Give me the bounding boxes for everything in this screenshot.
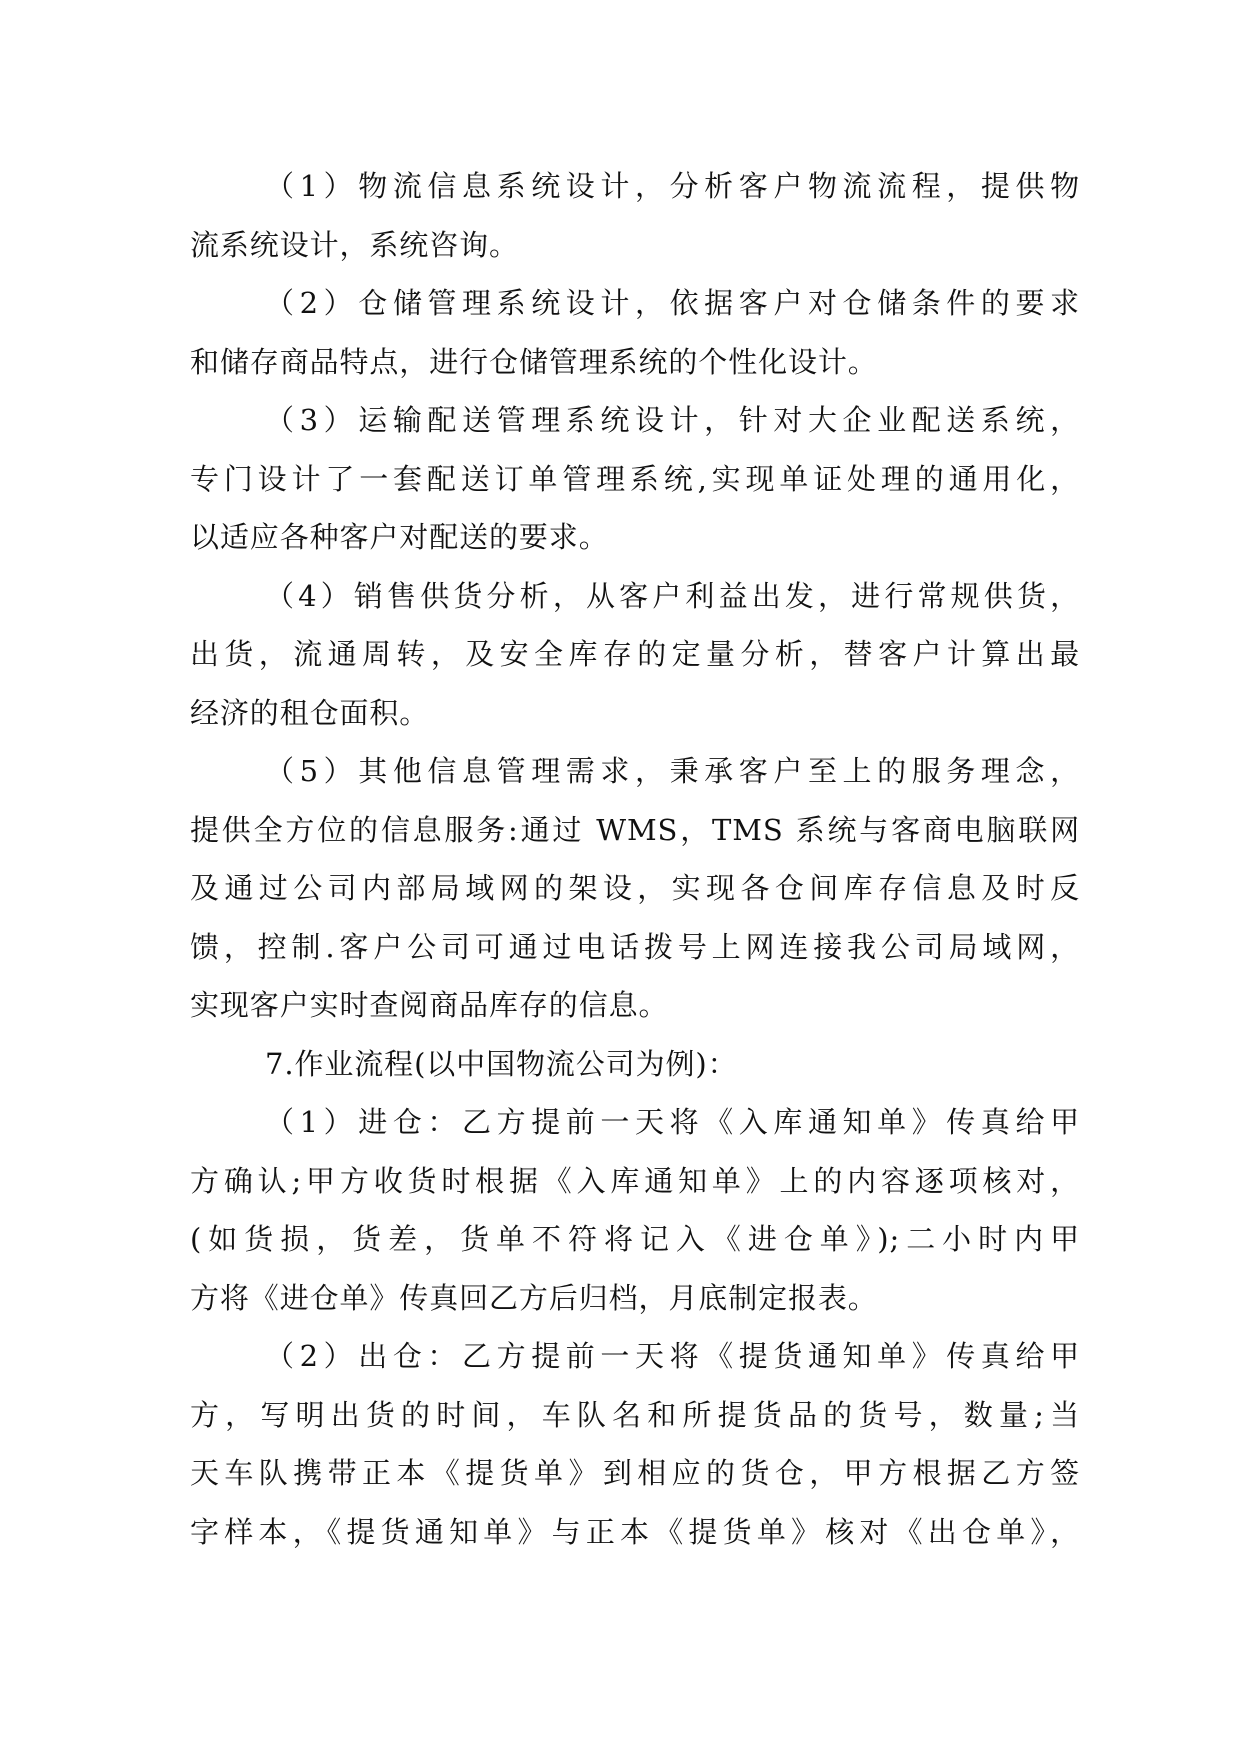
text-line: 方将《进仓单》传真回乙方后归档，月底制定报表。 xyxy=(190,1280,878,1315)
text-line: （4）销售供货分析，从客户利益出发，进行常规供货， xyxy=(265,578,1080,613)
text-line: 天车队携带正本《提货单》到相应的货仓，甲方根据乙方签 xyxy=(190,1456,1080,1490)
text-line: 专门设计了一套配送订单管理系统,实现单证处理的通用化， xyxy=(190,461,1080,496)
text-line: （5）其他信息管理需求，秉承客户至上的服务理念， xyxy=(265,754,1080,788)
text-line: 及通过公司内部局域网的架设，实现各仓间库存信息及时反 xyxy=(190,871,1080,905)
document-body xyxy=(190,157,1080,1561)
text-line: 字样本，《提货通知单》与正本《提货单》核对《出仓单》， xyxy=(190,1514,1080,1549)
text-line: 提供全方位的信息服务:通过 WMS，TMS 系统与客商电脑联网 xyxy=(190,812,1080,847)
text-line: （1）进仓：乙方提前一天将《入库通知单》传真给甲 xyxy=(265,1105,1080,1139)
text-line: 经济的租仓面积。 xyxy=(190,695,430,730)
text-line: （1）物流信息系统设计，分析客户物流流程，提供物 xyxy=(265,169,1080,203)
text-line: （2）仓储管理系统设计，依据客户对仓储条件的要求 xyxy=(265,286,1080,320)
text-line: 方，写明出货的时间，车队名和所提货品的货号，数量;当 xyxy=(190,1397,1080,1432)
text-line: 馈，控制.客户公司可通过电话拨号上网连接我公司局域网， xyxy=(190,929,1080,964)
text-line: 方确认;甲方收货时根据《入库通知单》上的内容逐项核对， xyxy=(190,1163,1080,1198)
text-line: 以适应各种客户对配送的要求。 xyxy=(190,520,609,554)
text-line: 出货，流通周转，及安全库存的定量分析，替客户计算出最 xyxy=(190,637,1080,671)
text-line: 实现客户实时查阅商品库存的信息。 xyxy=(190,988,669,1022)
text-line: 和储存商品特点，进行仓储管理系统的个性化设计。 xyxy=(190,344,878,379)
text-line: 流系统设计，系统咨询。 xyxy=(190,227,519,262)
text-line: （2）出仓：乙方提前一天将《提货通知单》传真给甲 xyxy=(265,1339,1080,1373)
text-line: （3）运输配送管理系统设计，针对大企业配送系统， xyxy=(265,403,1080,437)
section-heading: 7.作业流程(以中国物流公司为例)： xyxy=(265,1046,738,1081)
text-line: (如货损，货差，货单不符将记入《进仓单》);二小时内甲 xyxy=(190,1222,1080,1256)
